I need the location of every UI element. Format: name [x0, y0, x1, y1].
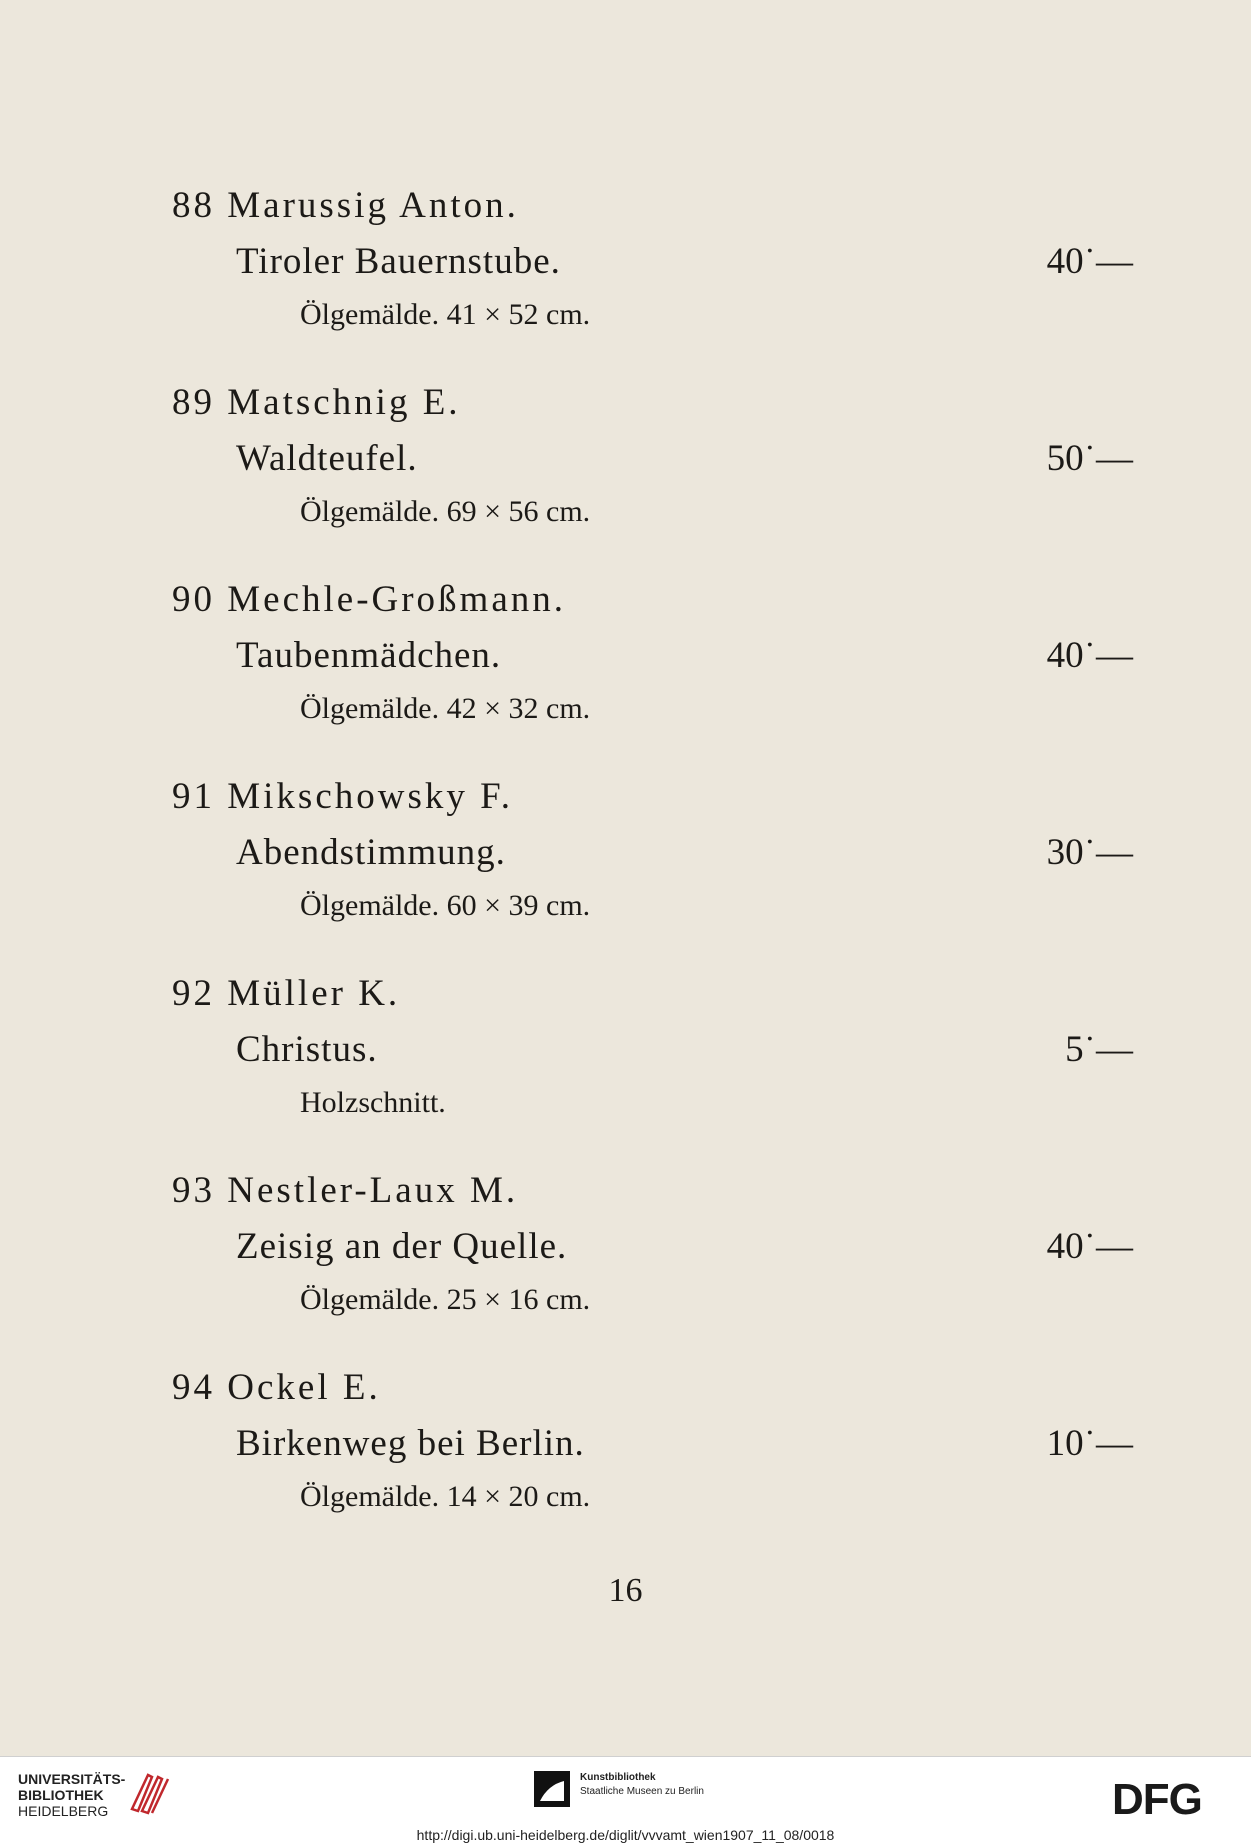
entry-artist: 90 Mechle-Großmann.	[172, 579, 567, 620]
entry-artist: 92 Müller K.	[172, 973, 401, 1014]
kunstbibliothek-logo-icon[interactable]	[534, 1771, 570, 1807]
kb-line-1: Kunstbibliothek	[580, 1772, 656, 1783]
entry-title: Christus.	[236, 1029, 378, 1070]
ub-line-3: HEIDELBERG	[18, 1803, 109, 1819]
digitization-footer	[0, 1756, 1251, 1847]
kunstbibliothek-label[interactable]	[580, 1771, 704, 1799]
entry-details: Ölgemälde. 41 × 52 cm.	[300, 298, 591, 331]
entry-details: Ölgemälde. 25 × 16 cm.	[300, 1283, 591, 1316]
entry-price: 5˙—	[1065, 1029, 1133, 1070]
entry-title: Tiroler Bauernstube.	[236, 241, 561, 282]
catalog-entry-89	[0, 381, 1251, 561]
entry-details: Ölgemälde. 60 × 39 cm.	[300, 889, 591, 922]
catalog-entry-93	[0, 1169, 1251, 1349]
entry-title: Taubenmädchen.	[236, 635, 502, 676]
entry-price: 30˙—	[1046, 832, 1133, 873]
catalog-entry-90	[0, 578, 1251, 758]
catalog-entry-91	[0, 775, 1251, 955]
entry-price: 40˙—	[1046, 1226, 1133, 1267]
entry-title: Zeisig an der Quelle.	[236, 1226, 568, 1267]
entry-details: Ölgemälde. 69 × 56 cm.	[300, 495, 591, 528]
entry-details: Ölgemälde. 14 × 20 cm.	[300, 1480, 591, 1513]
kb-line-2: Staatliche Museen zu Berlin	[580, 1786, 704, 1797]
ub-heidelberg-label[interactable]	[18, 1771, 125, 1819]
source-url[interactable]: http://digi.ub.uni-heidelberg.de/diglit/vvvamt_wien1907_11_08/0018	[416, 1827, 835, 1843]
entry-artist: 91 Mikschowsky F.	[172, 776, 513, 817]
entry-title: Birkenweg bei Berlin.	[236, 1423, 585, 1464]
entry-artist: 88 Marussig Anton.	[172, 185, 519, 226]
ub-heidelberg-logo-icon[interactable]	[126, 1769, 174, 1817]
entry-artist: 89 Matschnig E.	[172, 382, 461, 423]
dfg-logo[interactable]: DFG	[1112, 1775, 1202, 1824]
entry-artist: 93 Nestler-Laux M.	[172, 1170, 519, 1211]
entry-details: Ölgemälde. 42 × 32 cm.	[300, 692, 591, 725]
entry-details: Holzschnitt.	[300, 1086, 446, 1119]
ub-line-2: BIBLIOTHEK	[18, 1787, 104, 1803]
page-number: 16	[608, 1572, 643, 1609]
entry-price: 10˙—	[1046, 1423, 1133, 1464]
entry-price: 50˙—	[1046, 438, 1133, 479]
entry-price: 40˙—	[1046, 635, 1133, 676]
catalog-entry-88	[0, 184, 1251, 364]
entry-artist: 94 Ockel E.	[172, 1367, 381, 1408]
catalog-entry-92	[0, 972, 1251, 1152]
entry-price: 40˙—	[1046, 241, 1133, 282]
ub-line-1: UNIVERSITÄTS-	[18, 1771, 126, 1787]
entry-title: Abendstimmung.	[236, 832, 506, 873]
entry-title: Waldteufel.	[236, 438, 418, 479]
catalog-entry-94	[0, 1366, 1251, 1546]
